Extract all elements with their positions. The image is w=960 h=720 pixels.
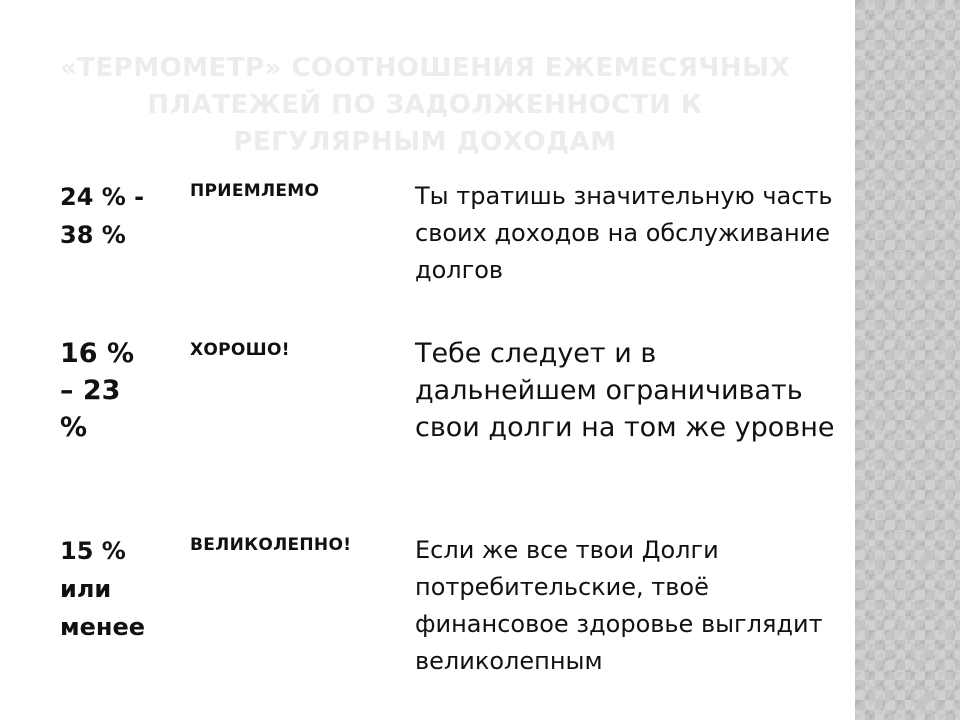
rating-label: ХОРОШО! — [190, 340, 290, 360]
rating-description: Тебе следует и в дальнейшем ограничивать свои долги на том же уровне — [415, 338, 835, 443]
rating-label: ПРИЕМЛЕМО — [190, 181, 320, 201]
slide-title: «ТЕРМОМЕТР» СООТНОШЕНИЯ ЕЖЕМЕСЯЧНЫХ ПЛАТЕЖЕЙ ПО ЗАДОЛЖЕННОСТИ К РЕГУЛЯРНЫМ ДОХОДАМ — [59, 53, 791, 157]
rating-description: Если же все твои Долги потребительские, твоё финансовое здоровье выглядит великолепным — [415, 536, 823, 675]
decorative-side-pattern — [855, 0, 960, 720]
rating-description: Ты тратишь значительную часть своих доходов на обслуживание долгов — [415, 182, 833, 284]
ratio-range: 15 % или менее — [60, 537, 146, 641]
ratio-range: 16 % – 23 % — [60, 338, 135, 443]
ratio-range: 24 % - 38 % — [60, 183, 145, 249]
rating-label: ВЕЛИКОЛЕПНО! — [190, 535, 352, 555]
